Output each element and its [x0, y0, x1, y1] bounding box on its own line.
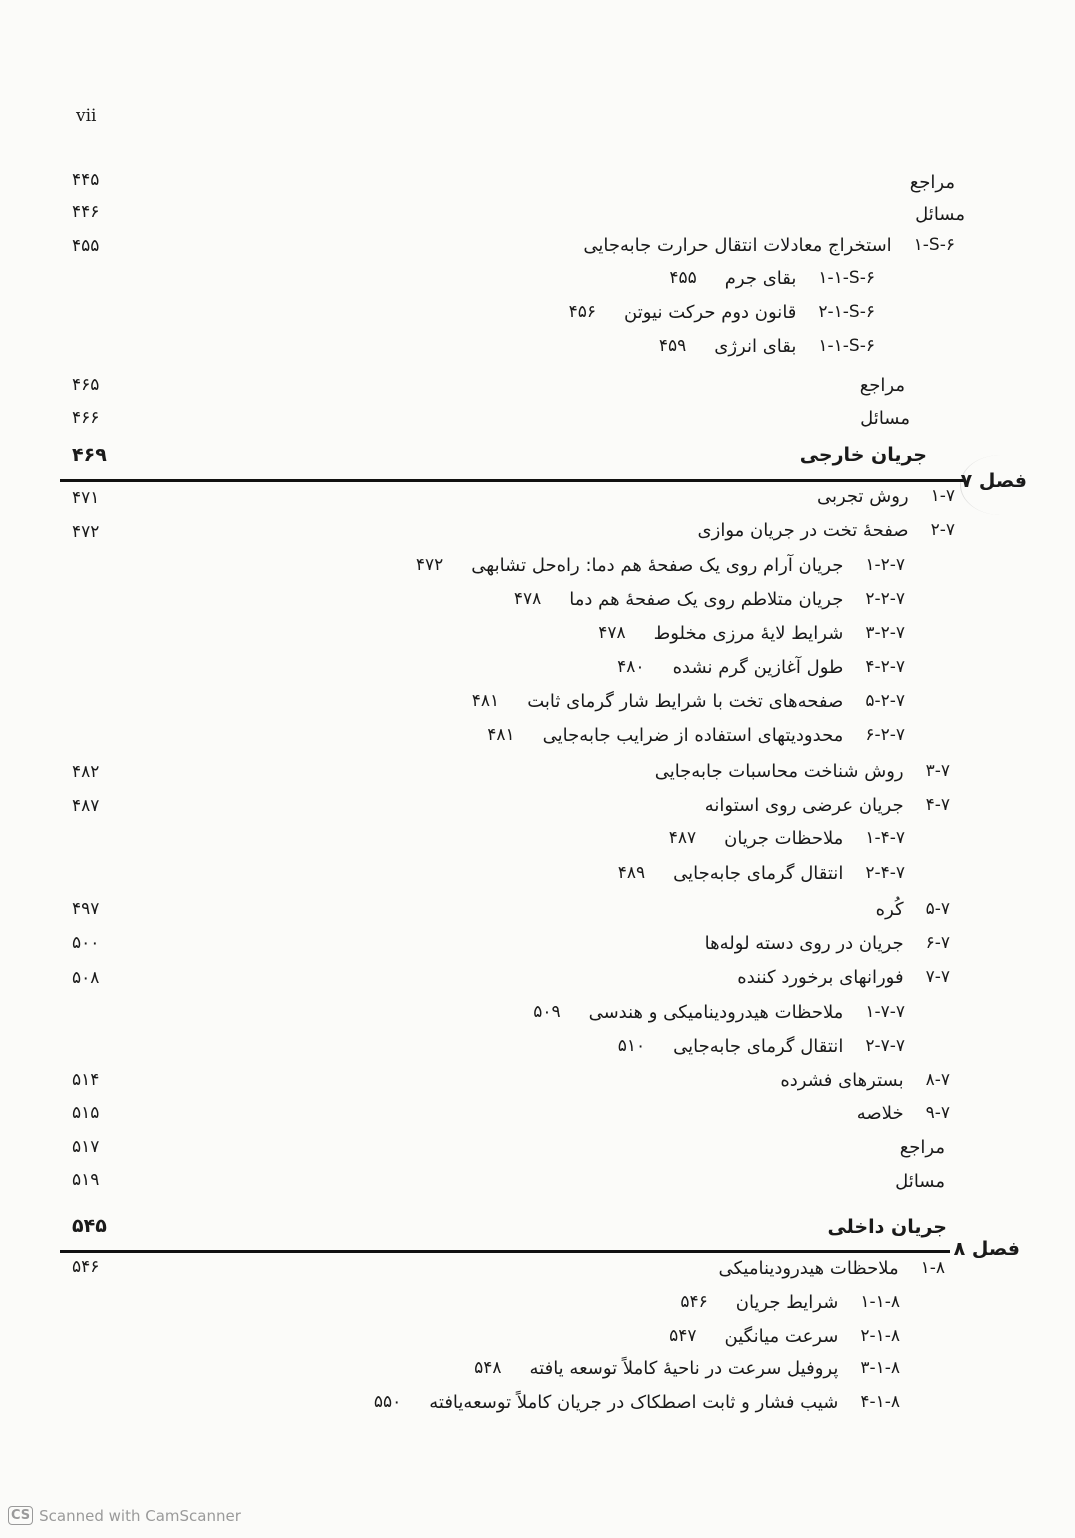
entry-title: فورانهای برخورد کننده	[737, 966, 904, 988]
entry-title: ملاحظات هیدرودینامیکی و هندسی	[588, 1001, 844, 1023]
chapter-page: ۵۴۵	[72, 1215, 107, 1237]
toc-entry[interactable]	[915, 200, 965, 228]
section-number: ۴-۲-۷	[865, 657, 905, 677]
entry-title: صفحهٔ تخت در جریان موازی	[697, 519, 909, 541]
toc-subentry[interactable]	[533, 998, 905, 1026]
chapter-label: فصل ۸	[953, 1238, 1020, 1260]
section-number: ۲-۷-۷	[865, 1036, 905, 1056]
toc-subentry[interactable]	[669, 264, 875, 292]
entry-page: ۵۰۰	[72, 933, 100, 953]
entry-title: جریان متلاطم روی یک صفحهٔ هم دما	[569, 588, 844, 610]
section-number: ۶-۷	[925, 933, 950, 953]
page-folio: vii	[76, 106, 97, 126]
section-number: ۵-۲-۷	[865, 691, 905, 711]
toc-entry[interactable]	[583, 231, 955, 259]
section-number: ۶-۲-۷	[865, 725, 905, 745]
section-number: ۲-۲-۷	[865, 589, 905, 609]
entry-page: ۵۱۴	[72, 1070, 100, 1090]
section-number: ۱-۷-۷	[865, 1002, 905, 1022]
section-number: ۱-۱-S-۶	[818, 268, 875, 288]
section-number: ۱-S-۶	[913, 235, 955, 255]
entry-title: بقای انرژی	[714, 335, 797, 357]
section-number: ۲-۴-۷	[865, 863, 905, 883]
entry-title: ملاحظات جریان	[724, 827, 844, 849]
entry-page: ۴۸۰	[617, 657, 645, 677]
section-number: ۸-۷	[925, 1070, 950, 1090]
entry-title: مسائل	[860, 407, 910, 429]
entry-title: انتقال گرمای جابه‌جایی	[673, 862, 844, 884]
entry-page: ۴۸۱	[471, 691, 500, 711]
section-number: ۲-۱-۸	[860, 1326, 900, 1346]
entry-title: شرایط جریان	[735, 1291, 839, 1313]
entry-page: ۴۵۹	[658, 336, 687, 356]
entry-page: ۴۹۷	[72, 899, 100, 919]
entry-page: ۴۸۷	[72, 796, 100, 816]
entry-page: ۴۸۲	[72, 762, 100, 782]
entry-title: مراجع	[909, 171, 955, 193]
toc-entry[interactable]	[705, 929, 950, 957]
entry-title: شرایط لایهٔ مرزی مخلوط	[653, 622, 844, 644]
entry-title: صفحه‌های تخت با شرایط شار گرمای ثابت	[527, 690, 844, 712]
entry-page: ۵۴۶	[72, 1257, 100, 1277]
entry-page: ۵۱۷	[72, 1137, 100, 1157]
chapter-title-text: جریان داخلی	[827, 1216, 947, 1238]
entry-title: شیب فشار و ثابت اصطکاک در جریان کاملاً توسعه‌یافته	[429, 1391, 839, 1413]
toc-subentry[interactable]	[487, 721, 905, 749]
toc-subentry[interactable]	[669, 824, 905, 852]
toc-subentry[interactable]	[659, 332, 875, 360]
entry-page: ۴۵۵	[669, 268, 697, 288]
entry-page: ۵۴۶	[680, 1292, 708, 1312]
entry-page: ۴۵۶	[568, 302, 597, 322]
entry-page: ۵۱۰	[617, 1036, 646, 1056]
toc-entry[interactable]	[817, 482, 955, 510]
entry-title: روش تجربی	[816, 485, 909, 507]
entry-title: ملاحظات هیدرودینامیکی	[718, 1257, 899, 1279]
entry-title: مسائل	[895, 1170, 945, 1192]
section-number: ۴-۱-۸	[860, 1392, 900, 1412]
toc-subentry[interactable]	[514, 585, 905, 613]
entry-title: پروفیل سرعت در ناحیهٔ کاملاً توسعه یافته	[529, 1357, 839, 1379]
toc-entry[interactable]	[895, 1167, 945, 1195]
toc-entry[interactable]	[876, 895, 950, 923]
section-number: ۱-۲-۷	[865, 555, 905, 575]
section-number: ۱-۸	[920, 1258, 945, 1278]
toc-subentry[interactable]	[618, 1032, 905, 1060]
entry-title: مسائل	[915, 203, 965, 225]
toc-subentry[interactable]	[598, 619, 905, 647]
toc-entry[interactable]	[900, 1133, 945, 1161]
chapter-title-text: جریان خارجی	[799, 444, 927, 466]
entry-title: کُره	[875, 898, 904, 920]
toc-subentry[interactable]	[569, 298, 875, 326]
entry-page: ۴۴۶	[72, 202, 100, 222]
toc-subentry[interactable]	[618, 859, 905, 887]
entry-page: ۵۰۸	[72, 968, 100, 988]
chapter-divider	[60, 1250, 950, 1253]
chapter-title[interactable]	[827, 1213, 947, 1241]
section-number: ۲-۷	[930, 520, 955, 540]
watermark-text: Scanned with CamScanner	[39, 1506, 241, 1525]
camscanner-logo-icon: CS	[8, 1506, 33, 1525]
section-number: ۷-۷	[925, 967, 950, 987]
entry-page: ۵۵۰	[373, 1392, 402, 1412]
section-number: ۳-۲-۷	[865, 623, 905, 643]
toc-entry[interactable]	[857, 1099, 950, 1127]
chapter-title[interactable]	[800, 441, 927, 469]
toc-subentry[interactable]	[680, 1288, 900, 1316]
entry-page: ۵۰۹	[533, 1002, 561, 1022]
entry-title: خلاصه	[856, 1102, 904, 1124]
toc-entry[interactable]	[910, 168, 955, 196]
section-number: ۱-۱-S-۶	[818, 336, 875, 356]
entry-title: بسترهای فشرده	[780, 1069, 904, 1091]
section-number: ۱-۷	[930, 486, 955, 506]
entry-page: ۴۷۱	[72, 488, 100, 508]
entry-title: مراجع	[859, 374, 905, 396]
entry-page: ۴۷۲	[72, 522, 100, 542]
entry-title: طول آغازین گرم نشده	[672, 656, 844, 678]
scanner-watermark	[8, 1506, 241, 1525]
section-number: ۴-۷	[925, 795, 950, 815]
entry-title: مراجع	[899, 1136, 945, 1158]
entry-title: جریان عرضی روی استوانه	[704, 794, 904, 816]
section-number: ۵-۷	[925, 899, 950, 919]
entry-title: روش شناخت محاسبات جابه‌جایی	[654, 760, 904, 782]
toc-subentry[interactable]	[669, 1322, 900, 1350]
toc-entry[interactable]	[860, 371, 905, 399]
entry-title: سرعت میانگین	[724, 1325, 839, 1347]
toc-entry[interactable]	[737, 963, 950, 991]
entry-title: بقای جرم	[724, 267, 797, 289]
entry-page: ۴۶۵	[72, 375, 100, 395]
section-number: ۱-۴-۷	[865, 828, 905, 848]
entry-page: ۴۸۱	[487, 725, 515, 745]
section-number: ۳-۱-۸	[860, 1358, 900, 1378]
entry-page: ۵۴۷	[669, 1326, 697, 1346]
chapter-page: ۴۶۹	[72, 444, 107, 466]
toc-subentry[interactable]	[474, 1354, 900, 1382]
entry-page: ۴۸۹	[617, 863, 646, 883]
toc-entry[interactable]	[655, 757, 950, 785]
entry-page: ۴۷۸	[598, 623, 626, 643]
entry-title: استخراج معادلات انتقال حرارت جابه‌جایی	[583, 234, 892, 256]
toc-subentry[interactable]	[472, 687, 905, 715]
section-number: ۳-۷	[925, 761, 950, 781]
entry-page: ۴۵۵	[72, 236, 100, 256]
section-number: ۱-۱-۸	[860, 1292, 900, 1312]
toc-entry[interactable]	[718, 1254, 945, 1282]
section-number: ۹-۷	[925, 1103, 950, 1123]
entry-title: محدودیتهای استفاده از ضرایب جابه‌جایی	[542, 724, 844, 746]
entry-title: جریان آرام روی یک صفحهٔ هم دما: راه‌حل تشابهی	[471, 554, 844, 576]
toc-entry[interactable]	[780, 1066, 950, 1094]
section-number: ۲-۱-S-۶	[818, 302, 875, 322]
toc-entry[interactable]	[705, 791, 950, 819]
chapter-label: فصل ۷	[960, 470, 1027, 492]
toc-entry[interactable]	[860, 404, 910, 432]
entry-title: انتقال گرمای جابه‌جایی	[673, 1035, 844, 1057]
entry-page: ۴۷۲	[415, 555, 444, 575]
toc-entry[interactable]	[698, 516, 955, 544]
entry-title: قانون دوم حرکت نیوتن	[624, 301, 797, 323]
entry-title: جریان در روی دسته لوله‌ها	[704, 932, 904, 954]
entry-page: ۵۱۵	[72, 1103, 100, 1123]
entry-page: ۴۶۶	[72, 408, 100, 428]
entry-page: ۵۱۹	[72, 1170, 100, 1190]
entry-page: ۵۴۸	[474, 1358, 502, 1378]
toc-subentry[interactable]	[416, 551, 905, 579]
toc-subentry[interactable]	[374, 1388, 900, 1416]
toc-subentry[interactable]	[617, 653, 905, 681]
entry-page: ۴۴۵	[72, 170, 100, 190]
entry-page: ۴۷۸	[513, 589, 542, 609]
entry-page: ۴۸۷	[668, 828, 697, 848]
